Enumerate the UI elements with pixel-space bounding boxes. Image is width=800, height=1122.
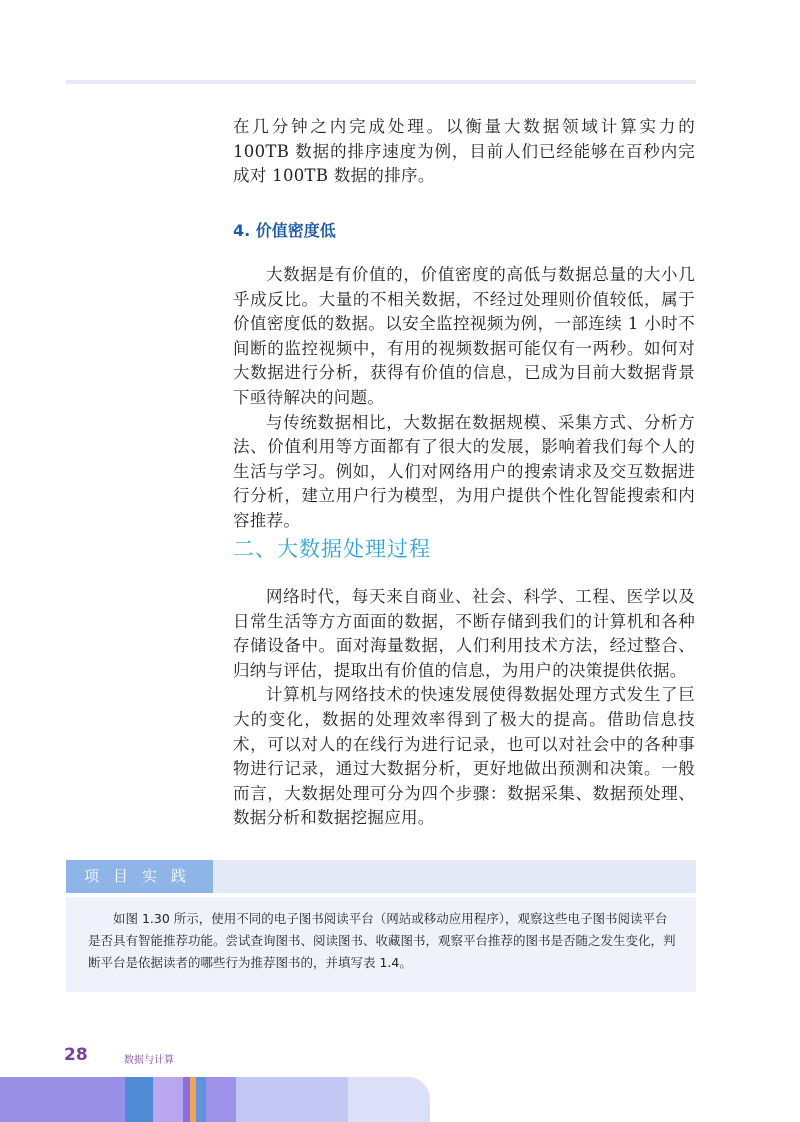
footer-stripe (206, 1077, 236, 1122)
practice-label: 项目实践 (66, 860, 213, 893)
footer-stripe (153, 1077, 183, 1122)
footer-stripe (183, 1077, 190, 1122)
paragraph: 大数据是有价值的，价值密度的高低与数据总量的大小几乎成反比。大量的不相关数据，不经过处理则价值较低，属于价值密度低的数据。以安全监控视频为例，一部连续 1 小时不间断的监控视频中，有用的视频数据可能仅有一两秒。如何对大数据进行分析，获得有价值的信息，已成为目前大数据背景下亟待解决的问题。 (233, 265, 695, 407)
section-body (233, 585, 695, 831)
footer-decoration (0, 1077, 800, 1122)
footer-stripe (236, 1077, 348, 1122)
paragraph: 与传统数据相比，大数据在数据规模、采集方式、分析方法、价值利用等方面都有了很大的发展，影响着我们每个人的生活与学习。例如，人们对网络用户的搜索请求及交互数据进行分析，建立用户行为模型，为用户提供个性化智能搜索和内容推荐。 (233, 412, 695, 530)
footer-stripe (0, 1077, 125, 1122)
practice-text: 如图 1.30 所示，使用不同的电子图书阅读平台（网站或移动应用程序），观察这些电子图书阅读平台是否具有智能推荐功能。尝试查询图书、阅读图书、收藏图书，观察平台推荐的图书是否随之发生变化，判断平台是依据读者的哪些行为推荐图书的，并填写表 1.4。 (88, 911, 676, 970)
footer-stripe (348, 1077, 430, 1122)
paragraph: 网络时代，每天来自商业、社会、科学、工程、医学以及日常生活等方方面面的数据，不断存储到我们的计算机和各种存储设备中。面对海量数据，人们利用技术方法，经过整合、归纳与评估，提取出有价值的信息，为用户的决策提供依据。 (233, 587, 695, 680)
section-title: 二、大数据处理过程 (233, 537, 431, 561)
paragraph: 计算机与网络技术的快速发展使得数据处理方式发生了巨大的变化，数据的处理效率得到了极大的提高。借助信息技术，可以对人的在线行为进行记录，也可以对社会中的各种事物进行记录，通过大数据分析，更好地做出预测和决策。一般而言，大数据处理可分为四个步骤：数据采集、数据预处理、数据分析和数据挖掘应用。 (233, 685, 695, 828)
book-title: 数据与计算 (124, 1055, 174, 1066)
footer-stripe (196, 1077, 206, 1122)
subsection-body (233, 263, 695, 534)
subsection-heading: 4. 价值密度低 (233, 221, 336, 240)
body-text-top (233, 115, 695, 189)
paragraph: 在几分钟之内完成处理。以衡量大数据领域计算实力的 100TB 数据的排序速度为例，目前人们已经能够在百秒内完成对 100TB 数据的排序。 (233, 117, 695, 186)
page-number: 28 (64, 1045, 88, 1065)
footer-stripe (125, 1077, 153, 1122)
header-rule (66, 80, 696, 84)
practice-header-band (66, 860, 696, 893)
